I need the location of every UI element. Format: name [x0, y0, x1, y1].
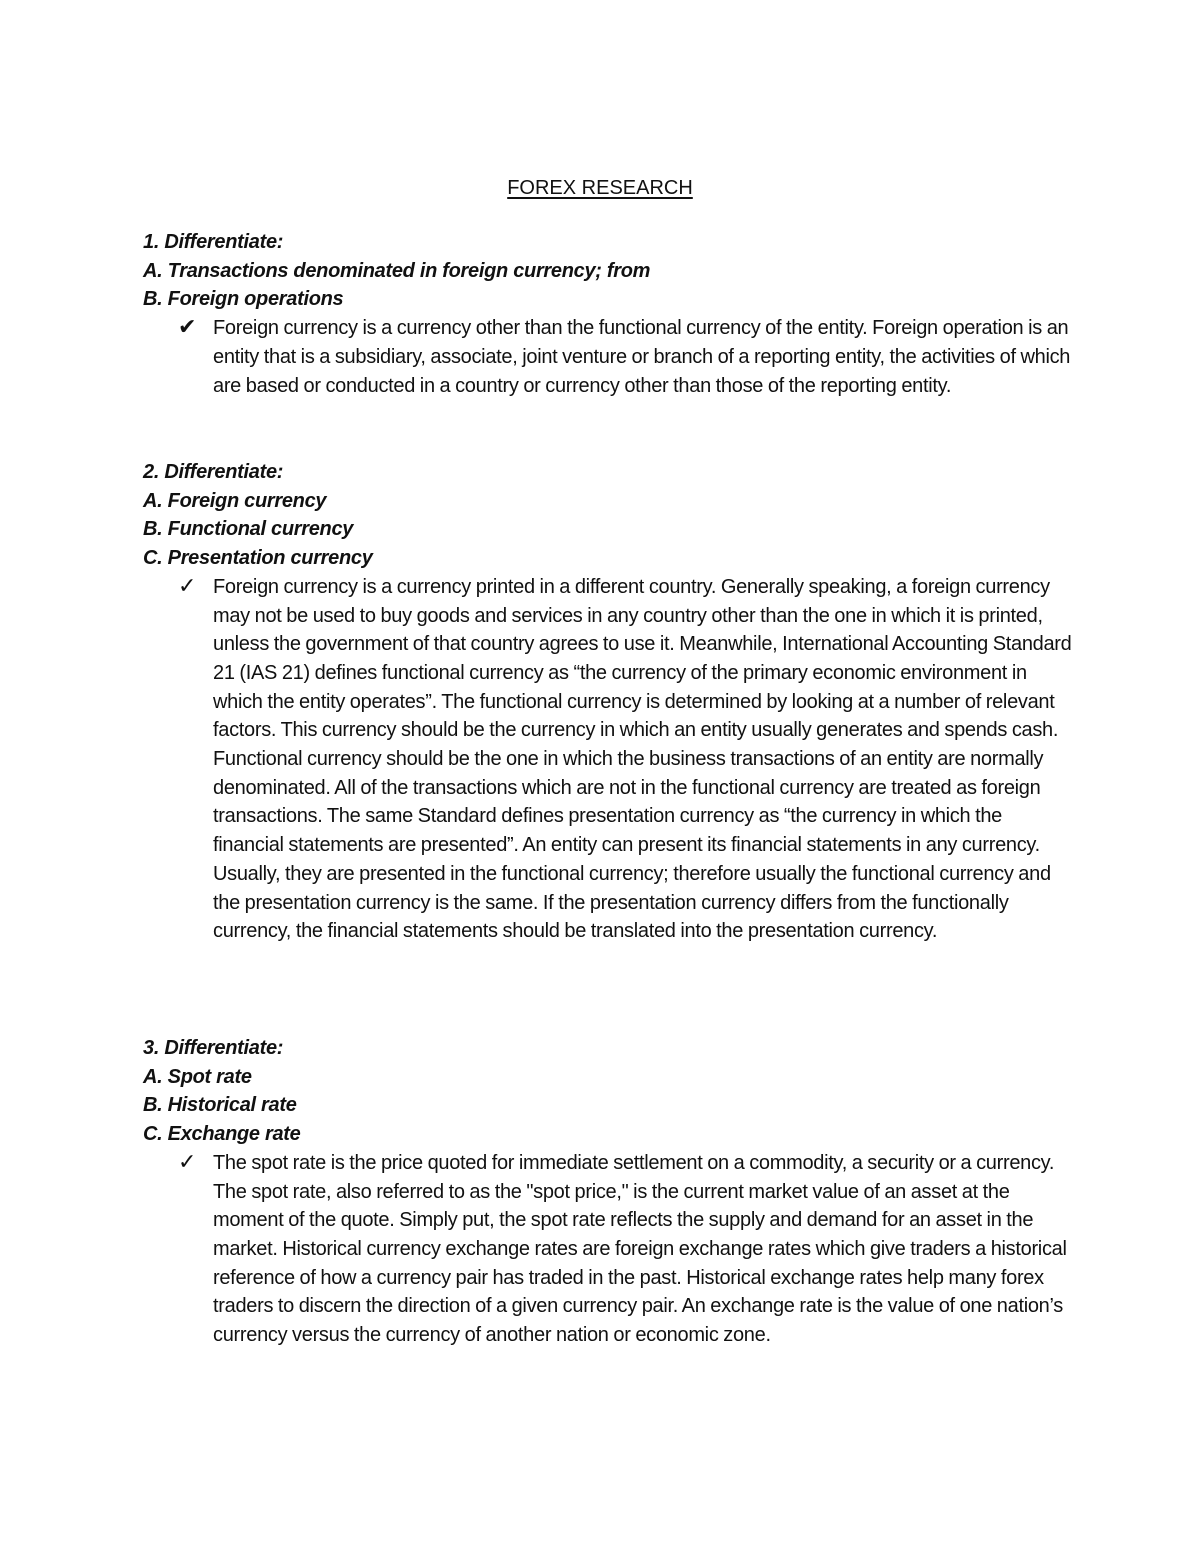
question-line: B. Foreign operations [143, 288, 344, 311]
question-section-1 [143, 228, 1073, 400]
answer-text: Foreign currency is a currency printed in a different country. Generally speaking, a foreign currency may not be used to buy goods and services in any country other than the one in which it is printed, unless the government of that country agrees to use it. Meanwhile, International Accounting Standard 21 (IAS 21) defines functional currency as “the currency of the primary economic environment in which the entity operates”. The functional currency is determined by looking at a number of relevant factors. This currency should be the currency in which an entity usually generates and spends cash. Functional currency should be the one in which the business transactions of an entity are normally denominated. All of the transactions which are not in the functional currency are treated as foreign transactions. The same Standard defines presentation currency as “the currency in which the financial statements are presented”. An entity can present its financial statements in any currency. Usually, they are presented in the functional currency; therefore usually the functional currency and the presentation currency is the same. If the presentation currency differs from the functionally currency, the financial statements should be translated into the presentation currency. [213, 575, 1072, 943]
question-line: 3. Differentiate: [143, 1037, 284, 1059]
question-line: A. Spot rate [143, 1065, 252, 1088]
answer-paragraph [178, 573, 1073, 946]
check-mark-icon: ✔ [178, 315, 197, 341]
question-line: B. Historical rate [143, 1094, 297, 1117]
page-title: FOREX RESEARCH [507, 177, 693, 199]
answer-paragraph [178, 314, 1073, 400]
question-line: 1. Differentiate: [143, 231, 284, 253]
question-line: B. Functional currency [143, 518, 354, 541]
question-line: C. Presentation currency [143, 547, 373, 570]
question-line: A. Foreign currency [143, 489, 327, 512]
answer-text: Foreign currency is a currency other than the functional currency of the entity. Foreign operation is an entity that is a subsidiary, associate, joint venture or branch of a reporting entity, the activities of which are based or conducted in a country or currency other than those of the reporting entity. [213, 317, 1071, 397]
answer-text: The spot rate is the price quoted for immediate settlement on a commodity, a security or a currency. The spot rate, also referred to as the "spot price," is the current market value of an asset at the moment of the quote. Simply put, the spot rate reflects the supply and demand for an asset in the market. Historical currency exchange rates are foreign exchange rates which give traders a historical reference of how a currency pair has traded in the past. Historical exchange rates help many forex traders to discern the direction of a given currency pair. An exchange rate is the value of one nation’s currency versus the currency of another nation or economic zone. [213, 1151, 1067, 1347]
question-line: 2. Differentiate: [143, 461, 284, 483]
question-section-2 [143, 458, 1073, 946]
answer-paragraph [178, 1149, 1073, 1350]
check-mark-icon: ✓ [178, 573, 197, 599]
check-mark-icon: ✓ [178, 1149, 197, 1175]
question-line: C. Exchange rate [143, 1123, 301, 1146]
question-section-3 [143, 1034, 1073, 1350]
question-line: A. Transactions denominated in foreign currency; from [143, 259, 651, 282]
